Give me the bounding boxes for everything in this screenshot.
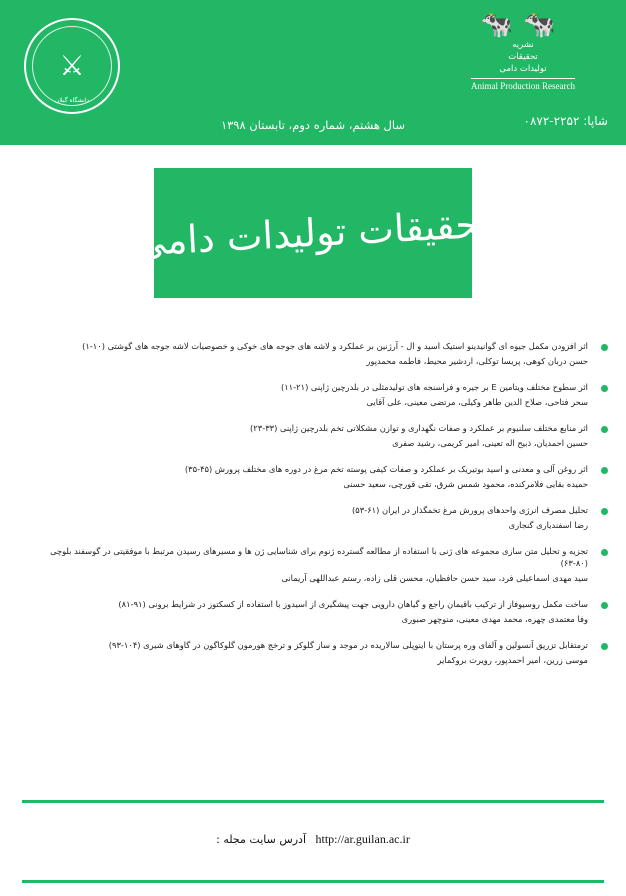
issn-line: شاپا: ۲۲۵۲-۰۸۷۲ <box>523 114 608 128</box>
university-crest-icon <box>24 18 120 114</box>
list-item <box>22 463 608 490</box>
article-title: اثر منابع مختلف سلنیوم بر عملکرد و صفات نگهداری و توازن مشکلاتی تخم بلدرچین ژاپنی (۳۳-۲۳) <box>250 423 588 433</box>
bullet-icon <box>601 467 608 474</box>
journal-logo-line2: تحقیقات <box>508 52 538 62</box>
journal-logo-english: Animal Production Research <box>471 78 575 91</box>
title-box <box>134 168 492 298</box>
article-authors: حسن دربان کوهی، پریسا توکلی، اردشیر محیط، فاطمه محمدپور <box>366 356 588 366</box>
bullet-icon <box>601 602 608 609</box>
list-item <box>22 340 608 367</box>
list-item <box>22 639 608 666</box>
journal-logo <box>438 12 608 104</box>
article-authors: رضا اسفندیاری گنجاری <box>508 520 588 530</box>
website-label: آدرس سایت مجله : <box>216 833 307 846</box>
bullet-icon <box>601 508 608 515</box>
article-authors: موسی زرین، امیر احمدپور، رویرت بروکمایر <box>437 655 588 665</box>
crest-glyph: ⚔ <box>59 49 85 82</box>
article-authors: وفا معتمدی چهره، محمد مهدی معینی، منوچهر صبوری <box>401 614 588 624</box>
bullet-icon <box>601 426 608 433</box>
list-item <box>22 422 608 449</box>
article-title: اثر سطوح مختلف ویتامین E بر جیره و فراسنجه های تولیدمثلی در بلدرچین ژاپنی (۲۱-۱۱) <box>280 382 588 392</box>
article-title: تحلیل مصرف انرژی واحدهای پرورش مرغ تخمگذار در ایران (۶۱-۵۳) <box>352 505 588 515</box>
article-title: ترمتقابل تزریق آنسولین و آلفای وره پرستان با اینوپلی سالاریده در موجد و ساز گلوکز و ترخج هورمون گلوکاگون در گاوهای شیری (۱۰۴-۹۳) <box>108 640 588 650</box>
contents-list <box>22 340 608 680</box>
article-title: اثر افزودن مکمل جیوه ای گوانیدینو استیک اسید و ال - آرژنین بر عملکرد و لاشه های جوجه های خوکی و خصوصیات لاشه جوجه های گوشتی (۱۰-۱) <box>82 341 588 351</box>
two-cows-icon: 🐄🐄 <box>480 10 566 40</box>
article-title: تجزیه و تحلیل متن سازی مجموعه های ژنی با استفاده از مطالعه گسترده ژنوم برای شناسایی ژن ها و مسیرهای رسیدن مرتبط با موفقیتی در گوسفند بلوچی (۸۰-۶۳) <box>50 546 588 568</box>
university-name: دانشگاه گیلان <box>54 97 90 104</box>
bullet-icon <box>601 549 608 556</box>
website-line <box>0 832 626 847</box>
article-title: ساخت مکمل روسیوفاز از ترکیب باقیمان راجع و گیاهان دارویی جهت پیشگیری از اسیدوز با استفاده از کسکتوز در شرایط برونی (۹۱-۸۱) <box>118 599 588 609</box>
divider-top <box>22 800 604 803</box>
journal-logo-line1: نشریه <box>512 40 534 50</box>
page-title: تحقیقات تولیدات دامی <box>134 201 492 265</box>
article-authors: حسین احمدیان، ذبیح اله تعینی، امیر کریمی، رشید صفری <box>392 438 588 448</box>
title-block <box>0 168 626 298</box>
bullet-icon <box>601 344 608 351</box>
issue-line: سال هشتم، شماره دوم، تابستان ۱۳۹۸ <box>220 118 406 132</box>
list-item <box>22 381 608 408</box>
article-authors: سحر فتاحی، صلاح الدین طاهر وکیلی، مرتضی معینی، علی آقایی <box>366 397 588 407</box>
article-authors: حمیده بقایی فلامرکنده، محمود شمس شرق، تقی قورچی، سعید حسنی <box>343 479 588 489</box>
journal-website-link[interactable]: http://ar.guilan.ac.ir <box>315 832 410 846</box>
divider-bottom <box>22 880 604 883</box>
article-title: اثر روغن آلی و معدنی و اسید بوتیریک بر عملکرد و صفات کیفی پوسته تخم مرغ در دوره های مختلف پرورش (۴۵-۳۵) <box>184 464 588 474</box>
list-item <box>22 545 608 584</box>
bullet-icon <box>601 643 608 650</box>
article-authors: سید مهدی اسماعیلی فرد، سید حسن حافظیان، محسن قلی زاده، رستم عبداللهی آریمانی <box>281 573 588 583</box>
list-item <box>22 504 608 531</box>
journal-logo-line3: تولیدات دامی <box>499 64 547 74</box>
header-band <box>0 0 626 145</box>
list-item <box>22 598 608 625</box>
bullet-icon <box>601 385 608 392</box>
